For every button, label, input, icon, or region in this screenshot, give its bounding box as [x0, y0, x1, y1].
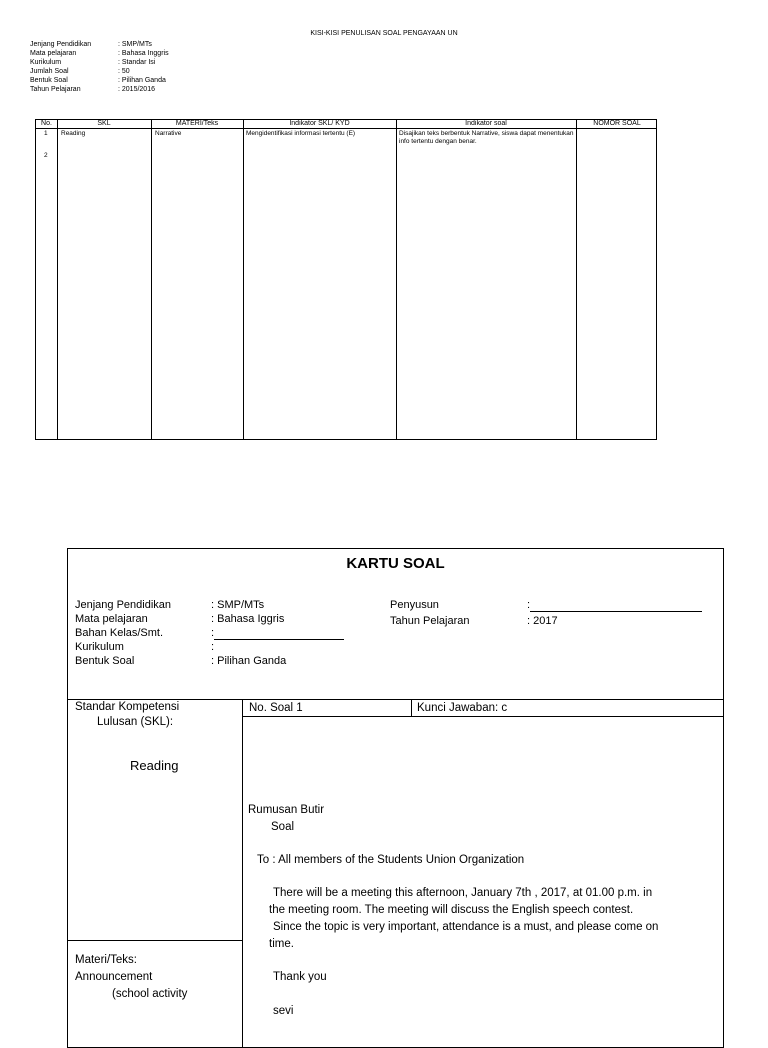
kartu-col-divider: [242, 699, 243, 1047]
cell-no-1: 1: [44, 130, 48, 137]
kartu-field-label: Jenjang Pendidikan: [75, 599, 172, 611]
table-col-divider: [396, 120, 397, 439]
announcement-thanks: Thank you: [273, 971, 327, 983]
kisi-meta-kurikulum: Kurikulum : Standar Isi: [30, 59, 156, 66]
th-indikator-soal: Indikator soal: [465, 120, 507, 127]
cell-no-2: 2: [44, 152, 48, 159]
kisi-meta-mapel: Mata pelajaran : Bahasa Inggris: [30, 50, 169, 57]
kisi-meta-jumlah: Jumlah Soal : 50: [30, 68, 130, 75]
kartu-field-value: : SMP/MTs: [211, 599, 265, 611]
announcement-body-line: Since the topic is very important, attendance is a must, and please come on: [273, 921, 659, 933]
materi-value: Announcement: [75, 971, 153, 983]
table-col-divider: [243, 120, 244, 439]
skl-value: Reading: [130, 758, 179, 773]
cell-skl: Reading: [61, 130, 86, 137]
cell-indikator-skl: Mengidentifikasi informasi tertentu (E): [246, 130, 356, 137]
no-soal: No. Soal 1: [249, 702, 303, 714]
announcement-to: To : All members of the Students Union Organization: [257, 854, 525, 866]
skl-label: Standar Kompetensi: [75, 701, 180, 713]
blank-line: [214, 629, 344, 640]
kartu-field-label: Penyusun: [390, 599, 439, 611]
materi-value: (school activity: [112, 988, 188, 1000]
kartu-field-value: :: [211, 641, 215, 653]
th-nomor-soal: NOMOR SOAL: [593, 120, 641, 127]
kartu-field-label: Bahan Kelas/Smt.: [75, 627, 164, 639]
kartu-title: KARTU SOAL: [346, 555, 445, 572]
th-indikator-skl: Indikator SKL/ KYD: [289, 120, 350, 127]
rumusan-label: Soal: [271, 821, 295, 833]
announcement-body-line: There will be a meeting this afternoon, January 7th , 2017, at 01.00 p.m. in: [273, 887, 653, 899]
th-skl: SKL: [97, 120, 111, 127]
kisi-meta-tahun: Tahun Pelajaran : 2015/2016: [30, 86, 155, 93]
blank-line: [530, 601, 702, 612]
th-no: No.: [41, 120, 52, 127]
kartu-soal: [67, 548, 724, 1048]
kartu-divider: [68, 940, 242, 941]
rumusan-label: Rumusan Butir: [248, 804, 325, 816]
kartu-field-label: Mata pelajaran: [75, 613, 148, 625]
kartu-field-value: : Pilihan Ganda: [211, 655, 287, 667]
table-col-divider: [57, 120, 58, 439]
table-header-divider: [36, 128, 656, 129]
kartu-field-value: :: [527, 599, 702, 612]
kunci-jawaban: Kunci Jawaban: c: [417, 702, 508, 714]
kartu-field-label: Tahun Pelajaran: [390, 615, 470, 627]
skl-label: Lulusan (SKL):: [97, 716, 174, 728]
announcement-body-line: time.: [269, 938, 294, 950]
kartu-field-label: Kurikulum: [75, 641, 124, 653]
kartu-field-value: :: [211, 627, 344, 640]
table-col-divider: [151, 120, 152, 439]
announcement-body-line: the meeting room. The meeting will discuss the English speech contest.: [269, 904, 634, 916]
cell-materi: Narrative: [155, 130, 182, 137]
kartu-divider: [242, 716, 723, 717]
kartu-field-label: Bentuk Soal: [75, 655, 135, 667]
table-col-divider: [576, 120, 577, 439]
kisi-table: [35, 119, 657, 440]
kisi-meta-jenjang: Jenjang Pendidikan : SMP/MTs: [30, 41, 152, 48]
kartu-col-divider: [411, 699, 412, 716]
cell-indikator-soal: Disajikan teks berbentuk Narrative, siswa dapat menentukan info tertentu dengan benar.: [399, 130, 574, 145]
kisi-title: KISI-KISI PENULISAN SOAL PENGAYAAN UN: [310, 30, 458, 37]
th-materi: MATERI/Teks: [175, 120, 219, 127]
kartu-field-value: : 2017: [527, 615, 558, 627]
kartu-field-value: : Bahasa Iggris: [211, 613, 285, 625]
materi-label: Materi/Teks:: [75, 954, 137, 966]
announcement-signature: sevi: [273, 1005, 294, 1017]
kisi-meta-bentuk: Bentuk Soal : Pilihan Ganda: [30, 77, 166, 84]
